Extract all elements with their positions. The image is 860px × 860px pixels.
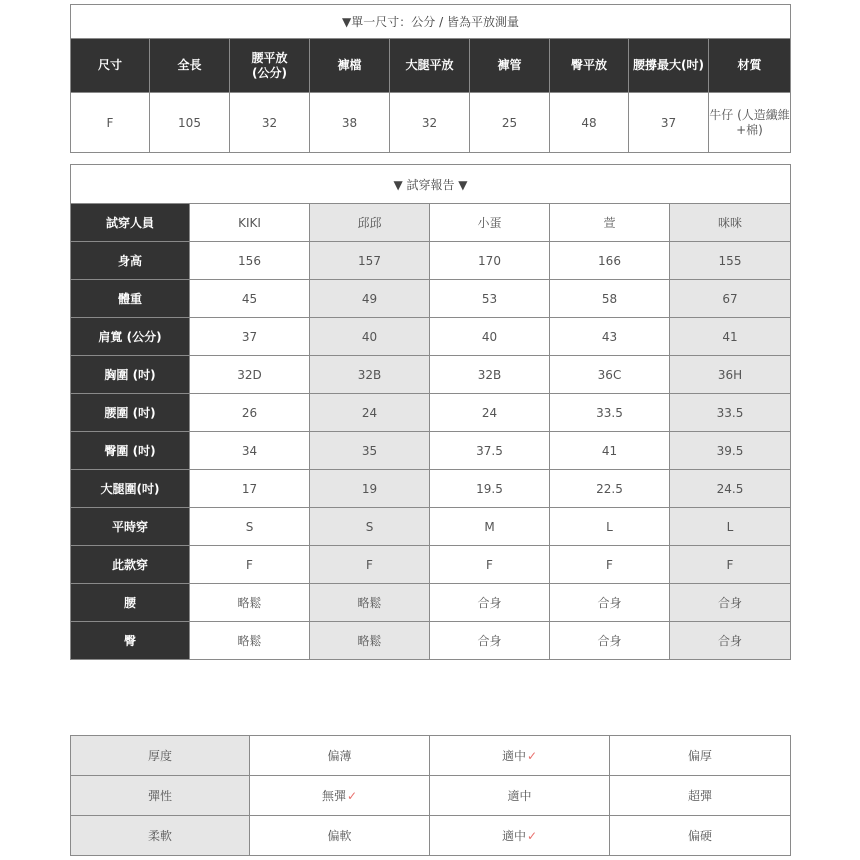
fit-value-cell: 155 [670, 242, 791, 280]
fit-person-name: 邱邱 [310, 204, 430, 242]
size-value-row [71, 93, 791, 153]
size-value-cell: 32 [390, 93, 470, 153]
fabric-option-cell [610, 776, 791, 816]
fit-value-cell: 24 [310, 394, 430, 432]
fit-value-cell: 19.5 [430, 470, 550, 508]
size-table [70, 4, 791, 153]
fit-value-cell: 53 [430, 280, 550, 318]
fabric-option-cell [430, 816, 610, 856]
fit-row-label: 肩寬 (公分) [71, 318, 190, 356]
fit-row [71, 508, 791, 546]
fit-row-label: 體重 [71, 280, 190, 318]
fabric-option-cell [610, 816, 791, 856]
fit-value-cell: 19 [310, 470, 430, 508]
fit-value-cell: 37.5 [430, 432, 550, 470]
size-value-cell: 48 [550, 93, 629, 153]
fit-row-label: 腰圍 (吋) [71, 394, 190, 432]
fit-value-cell: S [310, 508, 430, 546]
fabric-option-label: 超彈 [687, 789, 712, 803]
fit-value-cell: 24 [430, 394, 550, 432]
fit-value-cell: 26 [190, 394, 310, 432]
fabric-option-cell [250, 736, 430, 776]
fit-row [71, 432, 791, 470]
fit-value-cell: F [190, 546, 310, 584]
fit-value-cell: 41 [670, 318, 791, 356]
size-header-cell: 腰平放 (公分) [230, 39, 310, 93]
fit-value-cell: 39.5 [670, 432, 791, 470]
fit-value-cell: 36H [670, 356, 791, 394]
fabric-option-label: 偏硬 [687, 829, 712, 843]
fit-report-caption: ▼ 試穿報告 ▼ [71, 165, 791, 204]
fit-value-cell: 166 [550, 242, 670, 280]
fit-value-cell: 17 [190, 470, 310, 508]
fabric-option-label: 適中 [507, 789, 532, 803]
fit-value-cell: 略鬆 [310, 622, 430, 660]
fit-row [71, 622, 791, 660]
fit-row-label: 胸圍 (吋) [71, 356, 190, 394]
size-table-caption: ▼單一尺寸：公分 / 皆為平放測量 [71, 5, 791, 39]
fit-value-cell: L [670, 508, 791, 546]
size-value-cell: 32 [230, 93, 310, 153]
fit-value-cell: 170 [430, 242, 550, 280]
fit-row-label: 平時穿 [71, 508, 190, 546]
fit-value-cell: S [190, 508, 310, 546]
fit-value-cell: 合身 [550, 622, 670, 660]
fabric-row [71, 816, 791, 856]
size-header-cell: 褲管 [470, 39, 550, 93]
size-header-cell: 全長 [150, 39, 230, 93]
fabric-option-label: 無彈 [321, 789, 346, 803]
fit-value-cell: 36C [550, 356, 670, 394]
fit-row [71, 242, 791, 280]
size-header-cell: 尺寸 [71, 39, 150, 93]
fit-value-cell: 合身 [670, 622, 791, 660]
fit-value-cell: 58 [550, 280, 670, 318]
fit-value-cell: 37 [190, 318, 310, 356]
size-value-cell: 37 [629, 93, 709, 153]
fit-person-name: 咪咪 [670, 204, 791, 242]
size-header-cell: 褲檔 [310, 39, 390, 93]
fit-people-row [71, 204, 791, 242]
fit-value-cell: 34 [190, 432, 310, 470]
fit-row [71, 280, 791, 318]
fit-row-label: 此款穿 [71, 546, 190, 584]
fit-value-cell: 40 [310, 318, 430, 356]
fabric-row-label: 彈性 [71, 776, 250, 816]
fit-row-label: 身高 [71, 242, 190, 280]
fabric-option-cell [250, 816, 430, 856]
fabric-option-label: 適中 [501, 749, 526, 763]
fabric-option-label: 偏薄 [327, 749, 352, 763]
fit-value-cell: 45 [190, 280, 310, 318]
fit-value-cell: 32B [310, 356, 430, 394]
fit-report-table [70, 164, 791, 660]
size-header-cell: 材質 [709, 39, 791, 93]
fit-value-cell: 41 [550, 432, 670, 470]
fit-value-cell: 略鬆 [190, 584, 310, 622]
fit-value-cell: 43 [550, 318, 670, 356]
fabric-option-label: 適中 [501, 829, 526, 843]
fit-value-cell: F [670, 546, 791, 584]
fabric-option-cell [430, 736, 610, 776]
fit-value-cell: 33.5 [670, 394, 791, 432]
fabric-option-cell [250, 776, 430, 816]
fit-value-cell: 22.5 [550, 470, 670, 508]
fit-value-cell: 24.5 [670, 470, 791, 508]
fit-row-label: 臀 [71, 622, 190, 660]
fit-row-label: 臀圍 (吋) [71, 432, 190, 470]
fabric-option-cell [430, 776, 610, 816]
fabric-row [71, 736, 791, 776]
size-header-cell: 腰撐最大(吋) [629, 39, 709, 93]
size-value-cell: 38 [310, 93, 390, 153]
size-value-cell: F [71, 93, 150, 153]
fabric-option-label: 偏軟 [327, 829, 352, 843]
fit-row-label: 試穿人員 [71, 204, 190, 242]
fabric-row [71, 776, 791, 816]
check-icon: ✓ [526, 749, 538, 763]
fit-value-cell: F [310, 546, 430, 584]
fit-value-cell: 32D [190, 356, 310, 394]
fit-value-cell: F [550, 546, 670, 584]
fit-value-cell: 略鬆 [310, 584, 430, 622]
fit-row [71, 470, 791, 508]
fit-value-cell: 32B [430, 356, 550, 394]
check-icon: ✓ [346, 789, 358, 803]
fit-person-name: KIKI [190, 204, 310, 242]
fit-row [71, 584, 791, 622]
fabric-option-label: 偏厚 [687, 749, 712, 763]
check-icon: ✓ [526, 829, 538, 843]
size-header-cell: 大腿平放 [390, 39, 470, 93]
fit-person-name: 萱 [550, 204, 670, 242]
fit-row-label: 大腿圍(吋) [71, 470, 190, 508]
fabric-row-label: 柔軟 [71, 816, 250, 856]
fit-value-cell: 49 [310, 280, 430, 318]
fit-row [71, 356, 791, 394]
fit-value-cell: M [430, 508, 550, 546]
fit-value-cell: 35 [310, 432, 430, 470]
fit-value-cell: 156 [190, 242, 310, 280]
size-material-cell: 牛仔 (人造纖維 +棉) [709, 93, 791, 153]
size-header-cell: 臀平放 [550, 39, 629, 93]
fit-value-cell: 略鬆 [190, 622, 310, 660]
fit-row [71, 394, 791, 432]
fit-value-cell: F [430, 546, 550, 584]
fit-value-cell: 40 [430, 318, 550, 356]
fit-row [71, 318, 791, 356]
size-value-cell: 105 [150, 93, 230, 153]
fit-value-cell: L [550, 508, 670, 546]
fit-value-cell: 33.5 [550, 394, 670, 432]
fit-value-cell: 合身 [430, 584, 550, 622]
fabric-table [70, 735, 791, 856]
fit-row [71, 546, 791, 584]
fit-row-label: 腰 [71, 584, 190, 622]
fit-value-cell: 157 [310, 242, 430, 280]
size-header-row [71, 39, 791, 93]
fit-person-name: 小蛋 [430, 204, 550, 242]
size-value-cell: 25 [470, 93, 550, 153]
fit-value-cell: 67 [670, 280, 791, 318]
fit-value-cell: 合身 [550, 584, 670, 622]
fabric-row-label: 厚度 [71, 736, 250, 776]
fit-value-cell: 合身 [670, 584, 791, 622]
fabric-option-cell [610, 736, 791, 776]
fit-value-cell: 合身 [430, 622, 550, 660]
